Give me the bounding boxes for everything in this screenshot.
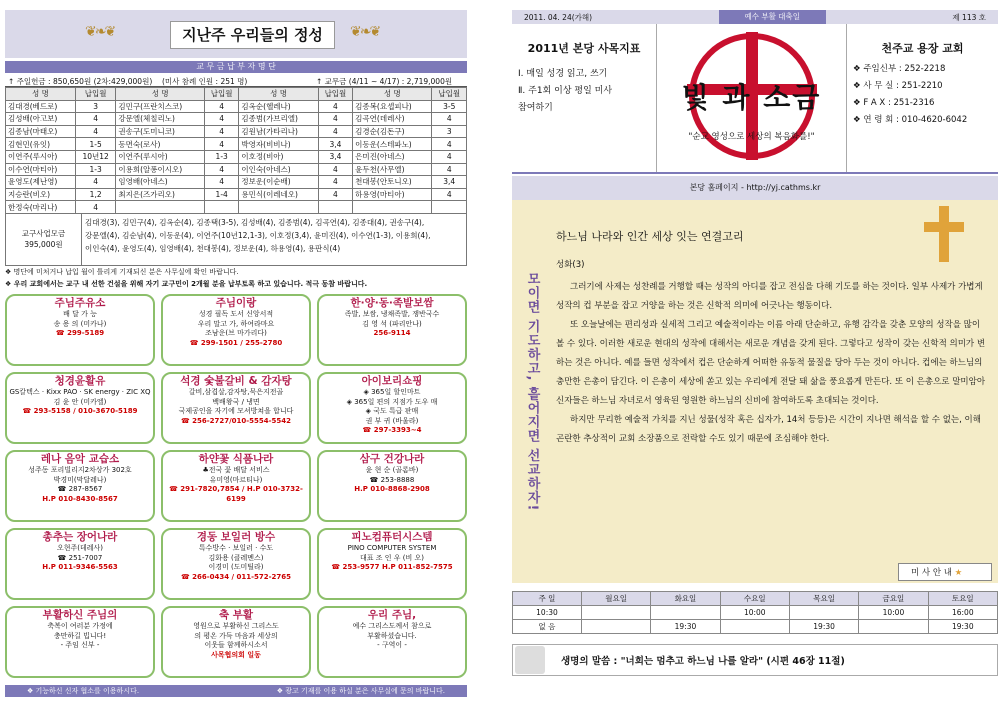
table-cell: 김성배(아고보) — [6, 113, 76, 126]
table-cell: 김종남(마태오) — [6, 125, 76, 138]
table-cell: 강문엘(체칠리노) — [116, 113, 205, 126]
table-cell: 이용희(알퐁이시오) — [116, 163, 205, 176]
ad-title: 청경윤활유 — [54, 374, 106, 387]
dues-table — [5, 87, 467, 214]
column-header: 성 명 — [6, 88, 76, 101]
table-cell: 4 — [204, 113, 238, 126]
side-motto: 모이면 기도하고, 흩어지면 선교하자! — [524, 271, 540, 512]
ad-line: ◈ 365일 편의 지점가 도우 매 — [346, 397, 438, 406]
notice: ❖ 명단에 미처거나 납입 월이 틀리게 기재되신 분은 사무실에 확인 바랍니다. — [5, 267, 239, 276]
ad-line: - 구역이 - — [377, 641, 407, 650]
table-cell: 1-3 — [75, 163, 115, 176]
table-cell: 4 — [432, 163, 467, 176]
fund-total: 395,000원 — [24, 240, 63, 250]
ad-phone: ☎ 253-9577 H.P 011-852-7575 — [331, 563, 453, 572]
table-cell: 한정숙(마리나) — [6, 201, 76, 214]
schedule-cell: 화요일 — [651, 592, 720, 606]
ad-card — [161, 450, 311, 522]
ad-line: 박경미(막달레나) — [53, 475, 107, 484]
ad-card — [317, 450, 467, 522]
ad-title: 주님주유소 — [54, 296, 106, 309]
table-row — [6, 163, 467, 176]
ad-line: 국제공인을 자기에 모셔방쳐을 합니다 — [178, 407, 294, 416]
table-cell: 4 — [75, 125, 115, 138]
table-cell: 임영배(아네스) — [116, 176, 205, 189]
table-row — [6, 188, 467, 201]
table-cell: 4 — [75, 113, 115, 126]
ad-line: 부활하셨습니다. — [367, 631, 417, 640]
schedule-cell: 목요일 — [789, 592, 858, 606]
table-cell: 김옥순(헬레나) — [239, 100, 318, 113]
article-paragraph: 하지만 무리한 예술적 가치를 지닌 성물(성작 혹은 십자가, 14처 등등)은 시간이 지나면 해석을 할 수 없는, 이해 곤란한 추상적이 교회 소장품으로 전락할 수도 있기 때문에 조심해야 한다. — [556, 415, 981, 444]
ad-line: 대표 조 인 우 (비 오) — [360, 553, 424, 562]
table-cell: 4 — [204, 138, 238, 151]
ad-line: 김 윤 안 (미카엘) — [53, 397, 107, 406]
table-cell: 10년12 — [75, 150, 115, 163]
pastoral-goals — [512, 24, 657, 172]
ad-line: 충만하길 빕니다! — [53, 631, 107, 640]
ad-phone: ☎ 293-5158 / 010-3670-5189 — [22, 407, 138, 416]
table-cell: 1,2 — [75, 188, 115, 201]
notice: ❖ 우리 교회에서는 교구 내 선한 건설을 위해 자기 교구민이 2개월 분을 납부토록 하고 있습니다. 적극 동참 바랍니다. — [5, 279, 368, 288]
schedule-cell — [651, 606, 720, 620]
schedule-cell: 금요일 — [859, 592, 928, 606]
word-of-life — [512, 644, 998, 676]
ad-card — [161, 528, 311, 600]
table-cell: 4 — [75, 176, 115, 189]
ad-line: 윤 현 순 (골롬바) — [365, 466, 419, 475]
table-cell: 4 — [318, 125, 352, 138]
schedule-cell — [859, 620, 928, 634]
ad-title: 총추는 장어나라 — [42, 530, 118, 543]
schedule-row — [513, 592, 998, 606]
ad-title: 한·양·동·족발보쌈 — [350, 296, 434, 309]
contact-line: ❖ 사 무 실 : 251-2210 — [853, 81, 943, 91]
table-cell: 정보운(이순배) — [239, 176, 318, 189]
ad-line: 권 부 귀 (바울라) — [365, 416, 419, 425]
schedule-cell — [720, 620, 789, 634]
schedule-cell: 수요일 — [720, 592, 789, 606]
homepage-bar: 본당 홈페이지 - http://yj.cathms.kr — [512, 176, 998, 200]
page-title: 지난주 우리들의 정성 — [170, 21, 335, 49]
ad-line: 김화용 (클레멘스) — [208, 553, 264, 562]
left-footer — [5, 685, 467, 697]
ad-line: ◈ 국도 특급 판매 — [365, 407, 419, 416]
schedule-cell — [581, 620, 650, 634]
table-row — [6, 100, 467, 113]
table-cell: 은미진(아네스) — [353, 150, 432, 163]
article-paragraph: 또 오늘날에는 편리성과 실세적 그리고 예술적이라는 이름 아래 단순하고, 유행 감각을 갖춘 모양의 성작을 많이 볼 수 있다. 이러한 새로운 현대의 성작에 대해서는 새로운 개념을 갖게 된다. 그렇다고 성작이 갖는 신학적 의미가 변하는 것은 아니다. 예를 들면 성작에서 컵은 단순하게 어떠한 유동적 물질을 당아 두는 것이 아니다. 컵에는 하느님의 충만한 은총이 담긴다. 이 은총이 세상에 쏟고 있는 우리에게 전달 돼 삶을 풍요롭게 만든다. 또 이 은총으로 말미암아 신자들은 하느님 자녀로서 영육된 영원한 하느님의 신비에 참여하도록 초대되는 것이다. — [556, 320, 986, 406]
subtitle: 교 무 금 납 부 자 명 단 — [5, 61, 467, 73]
table-row — [6, 125, 467, 138]
ad-line: 백배왕국 / 냉면 — [212, 397, 260, 406]
ad-title: 하얀꽃 식품나라 — [198, 452, 274, 465]
jesus-portrait-icon — [515, 646, 545, 674]
schedule-cell: 16:00 — [928, 606, 997, 620]
ad-phone: ☎ 291-7820,7854 / H.P 010-3732-6199 — [169, 485, 303, 503]
goals-title: 2011년 본당 사목지표 — [527, 42, 641, 55]
ad-line: 이경미 (도미틸라) — [208, 563, 264, 572]
masthead — [512, 24, 998, 174]
contact-line: ❖ 연 령 회 : 010-4620-6042 — [853, 115, 968, 125]
column-header: 납입월 — [318, 88, 352, 101]
mass-guide-label: 미 사 안 내 ★ — [898, 563, 992, 581]
ad-line: 유미영(마르티나) — [209, 475, 263, 484]
schedule-cell: 19:30 — [651, 620, 720, 634]
ad-card — [161, 294, 311, 366]
schedule-cell: 10:00 — [859, 606, 928, 620]
ad-phone: ☎ 299-1501 / 255-2780 — [189, 338, 283, 347]
column-header: 납입월 — [432, 88, 467, 101]
fund-line: 이인숙(4), 윤영도(4), 임영배(4), 천대봉(4), 정보운(4), 하용영(4), 용판식(4) — [85, 243, 341, 253]
schedule-cell: 주 일 — [513, 592, 582, 606]
ad-line: PINO COMPUTER SYSTEM — [347, 544, 437, 553]
issue-bar — [512, 10, 998, 24]
table-cell: 김종범(가브리엘) — [239, 113, 318, 126]
ad-phone: ☎ 256-2727/010-5554-5542 — [180, 416, 292, 425]
logo-area — [657, 24, 847, 172]
table-cell: 4 — [318, 176, 352, 189]
table-cell: 김곡연(데레사) — [353, 113, 432, 126]
feast-name: 예수 부활 대축일 — [719, 10, 826, 24]
schedule-cell: 토요일 — [928, 592, 997, 606]
ad-card — [5, 294, 155, 366]
ad-card — [5, 372, 155, 444]
logo-text: 빛 과 소금 — [681, 81, 822, 114]
table-cell: 지승란(비오) — [6, 188, 76, 201]
contact-line: ❖ F A X : 251-2316 — [853, 98, 935, 108]
church-info — [847, 24, 998, 172]
ad-line: 성주동 포리빌리지2차상가 302호 — [28, 466, 132, 475]
fund-line: 강문엘(4), 김순남(4), 이동운(4), 이연주(10년12,1-3), 이호정(3,4), 윤미진(4), 이수연(1-3), 이용희(4), — [85, 230, 431, 240]
table-cell: 1-5 — [75, 138, 115, 151]
ad-line: ☎ 253-8888 — [369, 475, 415, 484]
table-cell: 1-4 — [204, 188, 238, 201]
goal-item: Ⅰ. 매일 성경 읽고, 쓰기 — [518, 69, 608, 79]
ad-line: 족발, 보쌈, 냉채족발, 쟁반국수 — [344, 310, 440, 319]
ad-line: 의 평온 가득 마음과 세상의 — [194, 631, 278, 640]
ad-phone: H.P 010-8430-8567 — [42, 494, 118, 503]
ad-phone: 사목협의회 일동 — [211, 650, 261, 659]
attendance: (미사 참례 인원 : 251 명) — [162, 77, 248, 86]
ad-phone: H.P 011-9346-5563 — [42, 563, 118, 572]
table-cell — [353, 201, 432, 214]
ad-grid — [5, 294, 467, 678]
ad-phone: 256-9114 — [373, 329, 411, 338]
column-header: 납입월 — [204, 88, 238, 101]
ad-line: 오현주(데레사) — [56, 544, 104, 553]
table-cell: 4 — [204, 163, 238, 176]
article-panel — [512, 200, 998, 583]
schedule-cell — [581, 606, 650, 620]
table-cell: 박영자(비비나) — [239, 138, 318, 151]
schedule-cell: 월요일 — [581, 592, 650, 606]
table-cell: 4 — [204, 100, 238, 113]
table-cell: 이연주(루시아) — [116, 150, 205, 163]
dues-total: ↑ 교무금 (4/11 ~ 4/17) : 2,719,000원 — [316, 77, 453, 86]
ad-phone: ☎ 266-0434 / 011-572-2765 — [180, 572, 292, 581]
ad-title: 석경 숯불갈비 & 감자탕 — [180, 374, 292, 387]
table-cell: 이호정(비아) — [239, 150, 318, 163]
contact-line: ❖ 주임신부 : 252-2218 — [853, 64, 946, 74]
ad-title: 삼구 건강나라 — [359, 452, 425, 465]
schedule-row — [513, 620, 998, 634]
table-cell: 3,4 — [318, 150, 352, 163]
schedule-cell: 19:30 — [928, 620, 997, 634]
goal-item: Ⅱ. 주1회 이상 평일 미사 — [518, 86, 613, 96]
right-page — [512, 10, 998, 695]
ad-card — [5, 450, 155, 522]
ad-title: 축 부활 — [218, 608, 254, 621]
table-cell — [318, 201, 352, 214]
table-cell: 4 — [204, 176, 238, 189]
table-cell: 4 — [432, 150, 467, 163]
fund-label: 교구사업모금 — [21, 229, 66, 239]
offering-stats — [5, 76, 467, 87]
ad-phone: ☎ 297-3393~4 — [362, 426, 422, 435]
ad-line: 이웃들 함께하시소서 — [204, 641, 268, 650]
table-cell: 김종복(요셉피나) — [353, 100, 432, 113]
table-cell: 김현민(유잇) — [6, 138, 76, 151]
table-cell: 3 — [432, 125, 467, 138]
table-cell: 4 — [318, 163, 352, 176]
table-row — [6, 113, 467, 126]
table-cell: 김경순(김돈구) — [353, 125, 432, 138]
church-name: 천주교 용장 교회 — [881, 42, 964, 55]
footer-note: ❖ 광고 기재를 이용 하실 분은 사무실에 문의 바랍니다. — [276, 686, 445, 695]
ornament-icon: ❦❧❦ — [350, 24, 380, 40]
table-cell: 동면숙(로사) — [116, 138, 205, 151]
table-cell: 권송구(도미니코) — [116, 125, 205, 138]
ad-title: 레나 음악 교습소 — [40, 452, 120, 465]
schedule-cell: 10:30 — [513, 606, 582, 620]
ad-line: 배 달 가 능 — [63, 310, 97, 319]
ad-line: 우리 말고 가, 하여라마요 — [197, 319, 275, 328]
mass-schedule-table — [512, 591, 998, 634]
ad-title: 피노컴퓨터시스템 — [351, 530, 433, 543]
table-cell: 이연주(루시아) — [6, 150, 76, 163]
ad-line: 성경 필독 도서 신앙서적 — [198, 310, 274, 319]
table-cell: 이동운(스테파노) — [353, 138, 432, 151]
table-cell: 하용영(마티아) — [353, 188, 432, 201]
ad-card — [317, 528, 467, 600]
ad-title: 주님이랑 — [215, 296, 257, 309]
star-icon: ★ — [954, 568, 963, 578]
ornament-icon: ❦❧❦ — [85, 24, 115, 40]
table-row — [6, 201, 467, 214]
table-cell: 3 — [75, 100, 115, 113]
ad-card — [161, 372, 311, 444]
ad-line: 특수방수 · 보일러 · 수도 — [198, 544, 274, 553]
table-cell: 4 — [318, 113, 352, 126]
ad-card — [317, 372, 467, 444]
ad-card — [5, 528, 155, 600]
table-cell: 김민구(프란치스코) — [116, 100, 205, 113]
table-cell: 4 — [432, 113, 467, 126]
ad-line: 갈비,삼겹살,감자탕,묵은지전골 — [188, 388, 284, 397]
article-ref: 성화(3) — [556, 260, 585, 270]
table-cell: 3,4 — [318, 138, 352, 151]
table-row — [6, 176, 467, 189]
table-cell: 김대경(베드로) — [6, 100, 76, 113]
table-cell: 윤두천(사무엘) — [353, 163, 432, 176]
table-cell — [204, 201, 238, 214]
table-cell — [432, 201, 467, 214]
table-cell: 4 — [318, 188, 352, 201]
ad-title: 부활하신 주님의 — [42, 608, 118, 621]
article-title: 하느님 나라와 인간 세상 잇는 연결고리 — [556, 230, 744, 243]
table-row — [6, 138, 467, 151]
column-header: 성 명 — [353, 88, 432, 101]
sunday-offering: ↑ 주일헌금 : 850,650원 (2차:429,000원) — [8, 77, 153, 86]
ad-line: - 주임 신부 - — [60, 641, 100, 650]
ad-line: ◈ 365일 할인마트 — [363, 388, 421, 397]
table-cell: 3,4 — [432, 176, 467, 189]
ad-line: 조남운(브 마가리다) — [205, 329, 267, 338]
ad-phone: H.P 010-8868-2908 — [354, 485, 430, 494]
ad-card — [317, 294, 467, 366]
table-cell: 천대봉(안토니오) — [353, 176, 432, 189]
word-text: 생명의 말씀 : "너희는 멈추고 하느님 나를 알라" (시편 46장 11절) — [561, 656, 845, 667]
table-cell: 4 — [75, 201, 115, 214]
ad-line: 예수 그리스도께서 참으로 — [352, 622, 432, 631]
table-cell: 이수연(마티아) — [6, 163, 76, 176]
table-cell: 용민식(이레네오) — [239, 188, 318, 201]
table-cell: 4 — [432, 138, 467, 151]
diocese-fund — [5, 214, 467, 266]
ad-title: 아이보리쇼핑 — [361, 374, 423, 387]
ad-line: ☎ 251-7007 — [57, 553, 103, 562]
ad-phone: ☎ 299-5189 — [55, 329, 105, 338]
ad-line: 송 용 의 (미카나) — [53, 319, 107, 328]
table-cell: 이인숙(아네스) — [239, 163, 318, 176]
ad-card — [161, 606, 311, 678]
ad-title: 우리 주님, — [367, 608, 417, 621]
schedule-cell: 19:30 — [789, 620, 858, 634]
column-header: 납입월 — [75, 88, 115, 101]
ad-card — [5, 606, 155, 678]
table-cell: 김원남(가타리나) — [239, 125, 318, 138]
table-cell: 4 — [318, 100, 352, 113]
ad-title: 경동 보일러 방수 — [196, 530, 276, 543]
table-cell: 3-5 — [432, 100, 467, 113]
left-page — [5, 10, 467, 695]
table-cell — [116, 201, 205, 214]
table-cell — [239, 201, 318, 214]
issue-number: 제 113 호 — [952, 12, 986, 22]
ad-line: 영원으로 부활하신 그리스도 — [193, 622, 279, 631]
goal-item: 참여하기 — [518, 103, 553, 113]
article-paragraph: 그러기에 사제는 성찬례를 거행할 때는 성작의 아디를 잡고 전심을 다해 기도를 하는 것이다. 일부 사제가 가볍게 성작의 컵 부분을 잡고 거양을 하는 것은 신학적 의미에 어긋나는 행동이다. — [556, 282, 983, 311]
ad-card — [317, 606, 467, 678]
article — [552, 200, 998, 583]
column-header: 성 명 — [239, 88, 318, 101]
table-cell: 최지은(즈가리오) — [116, 188, 205, 201]
schedule-cell: 10:00 — [720, 606, 789, 620]
ad-line: ☎ 287-8567 — [57, 485, 103, 494]
fund-line: 김대경(3), 김민구(4), 김옥순(4), 김종택(3-5), 김성배(4), 김종범(4), 김곡연(4), 김종대(4), 권송구(4), — [85, 217, 425, 227]
column-header: 성 명 — [116, 88, 205, 101]
table-cell: 4 — [432, 188, 467, 201]
schedule-cell: 없 음 — [513, 620, 582, 634]
title-banner — [5, 10, 467, 58]
ad-line: ♣전국 꽃 배달 서비스 — [202, 466, 270, 475]
ad-line: 김 영 석 (파리안나) — [362, 319, 422, 328]
ad-line: 축복이 여러분 가정에 — [47, 622, 113, 631]
footer-note: ❖ 기능하신 신자 협소를 이용하시다. — [27, 686, 140, 695]
schedule-cell — [789, 606, 858, 620]
table-row — [6, 150, 467, 163]
ad-line: GS칼텍스 · Kixx PAO · SK energy · ZIC XQ — [9, 388, 151, 397]
issue-date: 2011. 04. 24(가해) — [524, 12, 593, 22]
table-cell: 1-3 — [204, 150, 238, 163]
table-cell: 4 — [204, 125, 238, 138]
gold-cross-icon — [924, 206, 964, 262]
schedule-row — [513, 606, 998, 620]
slogan: "순교 영성으로 세상의 복음화를!" — [688, 132, 815, 142]
table-cell: 윤영도(제난영) — [6, 176, 76, 189]
